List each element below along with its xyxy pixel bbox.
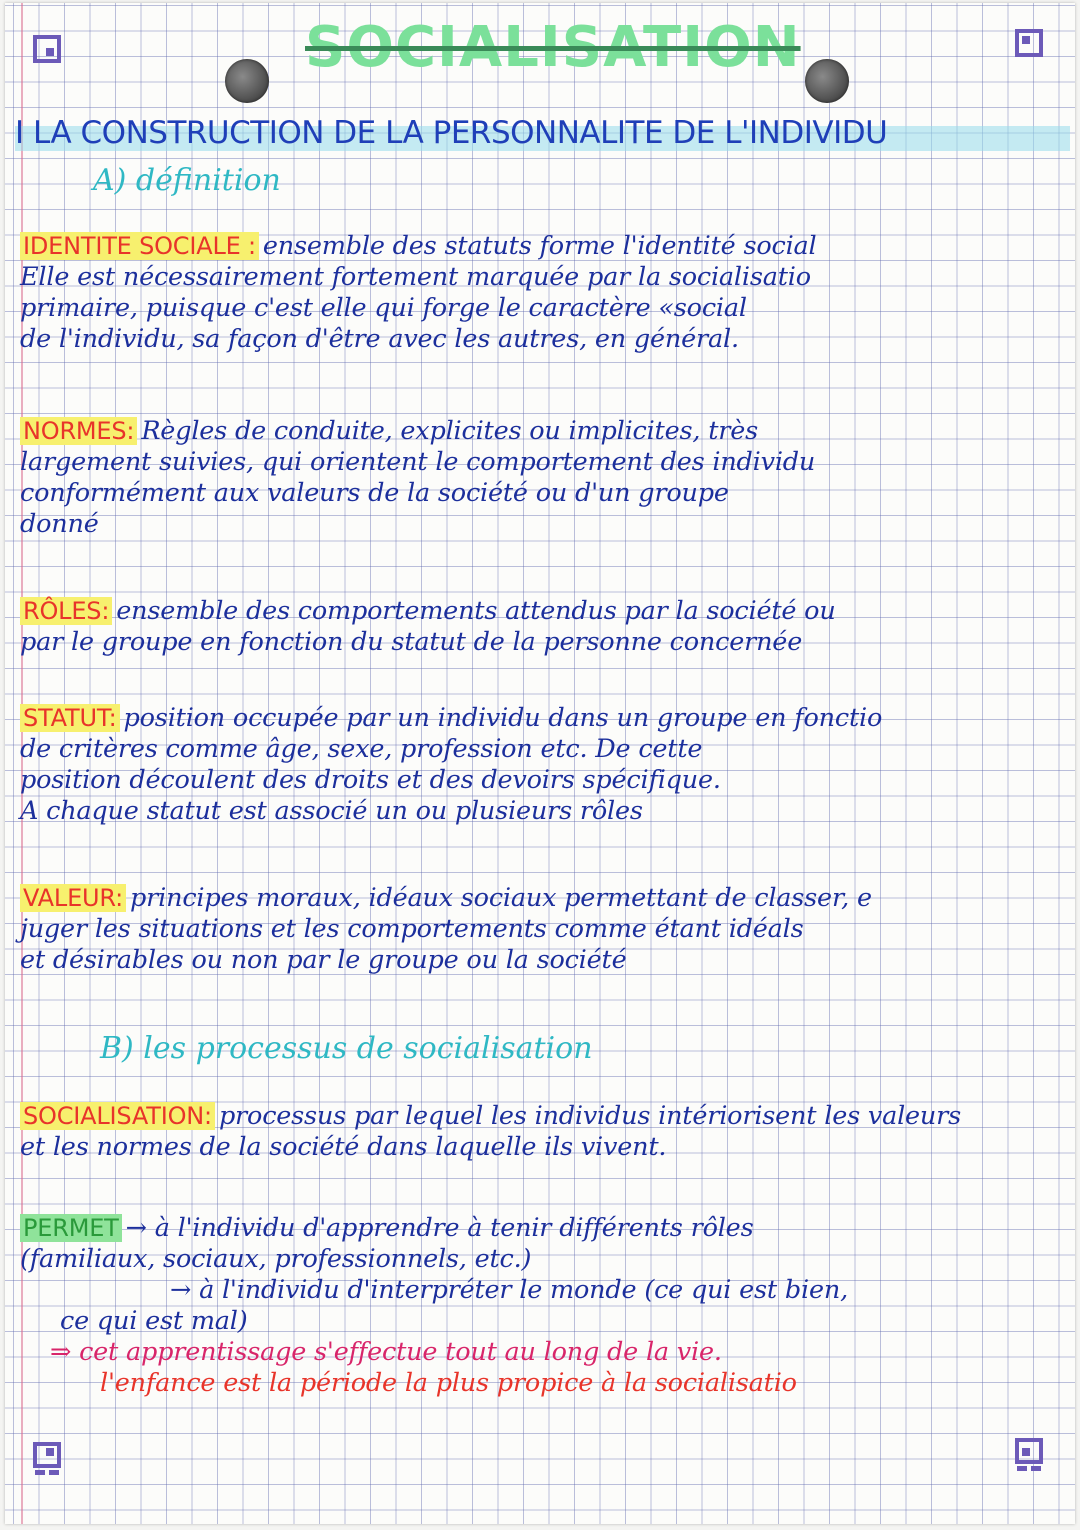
definition-line: par le groupe en fonction du statut de la personne concernée bbox=[20, 627, 803, 657]
conclusion-line: ⇒ cet apprentissage s'effectue tout au long de la vie. bbox=[50, 1337, 722, 1367]
definition-line: position découlent des droits et des devoirs spécifique. bbox=[20, 765, 721, 795]
definition-line: juger les situations et les comportements comme étant idéals bbox=[20, 914, 804, 944]
corner-marker-top-right-icon bbox=[1013, 27, 1045, 59]
definition-line: ensemble des statuts forme l'identité social bbox=[262, 231, 817, 261]
definition-socialisation bbox=[20, 1101, 1070, 1163]
permet-line: → à l'individu d'apprendre à tenir différents rôles bbox=[125, 1213, 754, 1243]
definition-line: processus par lequel les individus intériorisent les valeurs bbox=[218, 1101, 962, 1131]
definition-line: position occupée par un individu dans un groupe en fonctio bbox=[123, 703, 883, 733]
definition-line: donné bbox=[20, 509, 99, 539]
definition-line: Règles de conduite, explicites ou implicites, très bbox=[141, 416, 759, 446]
permet-block bbox=[20, 1213, 1070, 1399]
definition-valeur bbox=[20, 883, 1070, 976]
corner-marker-bottom-left-icon bbox=[31, 1443, 63, 1475]
definition-statut bbox=[20, 703, 1070, 827]
section-heading: I LA CONSTRUCTION DE LA PERSONNALITE DE L'INDIVIDU bbox=[15, 115, 1070, 151]
definition-line: de l'individu, sa façon d'être avec les autres, en général. bbox=[20, 324, 739, 354]
definition-roles bbox=[20, 596, 1070, 658]
definition-line: principes moraux, idéaux sociaux permettant de classer, e bbox=[130, 883, 872, 913]
conclusion-line: l'enfance est la période la plus propice à la socialisatio bbox=[100, 1368, 797, 1398]
page-title: SOCIALISATION bbox=[305, 15, 801, 80]
definition-line: de critères comme âge, sexe, profession etc. De cette bbox=[20, 734, 703, 764]
notebook-page bbox=[5, 3, 1075, 1524]
term-label: IDENTITE SOCIALE : bbox=[20, 232, 259, 260]
binder-hole-left bbox=[225, 59, 269, 103]
term-label: SOCIALISATION: bbox=[20, 1102, 215, 1130]
definition-line: ensemble des comportements attendus par la société ou bbox=[116, 596, 836, 626]
corner-marker-top-left-icon bbox=[31, 33, 63, 65]
definition-line: conformément aux valeurs de la société ou d'un groupe bbox=[20, 478, 729, 508]
definition-line: primaire, puisque c'est elle qui forge le caractère «social bbox=[20, 293, 747, 323]
definition-identite-sociale bbox=[20, 231, 1070, 355]
permet-line: ce qui est mal) bbox=[60, 1306, 248, 1336]
definition-line: et désirables ou non par le groupe ou la société bbox=[20, 945, 627, 975]
permet-line: (familiaux, sociaux, professionnels, etc.) bbox=[20, 1244, 532, 1274]
corner-marker-bottom-right-icon bbox=[1013, 1439, 1045, 1471]
definition-line: largement suivies, qui orientent le comportement des individu bbox=[20, 447, 816, 477]
subheading-processus: B) les processus de socialisation bbox=[100, 1031, 593, 1066]
subheading-definition: A) définition bbox=[93, 163, 281, 198]
definition-normes bbox=[20, 416, 1070, 540]
definition-line: Elle est nécessairement fortement marquée par la socialisatio bbox=[20, 262, 811, 292]
term-label: RÔLES: bbox=[20, 597, 112, 625]
term-label: VALEUR: bbox=[20, 884, 126, 912]
definition-line: et les normes de la société dans laquelle ils vivent. bbox=[20, 1132, 667, 1162]
term-label: PERMET bbox=[20, 1214, 122, 1242]
permet-line: → à l'individu d'interpréter le monde (ce qui est bien, bbox=[170, 1275, 848, 1305]
term-label: NORMES: bbox=[20, 417, 137, 445]
binder-hole-right bbox=[805, 59, 849, 103]
term-label: STATUT: bbox=[20, 704, 120, 732]
definition-line: A chaque statut est associé un ou plusieurs rôles bbox=[20, 796, 643, 826]
